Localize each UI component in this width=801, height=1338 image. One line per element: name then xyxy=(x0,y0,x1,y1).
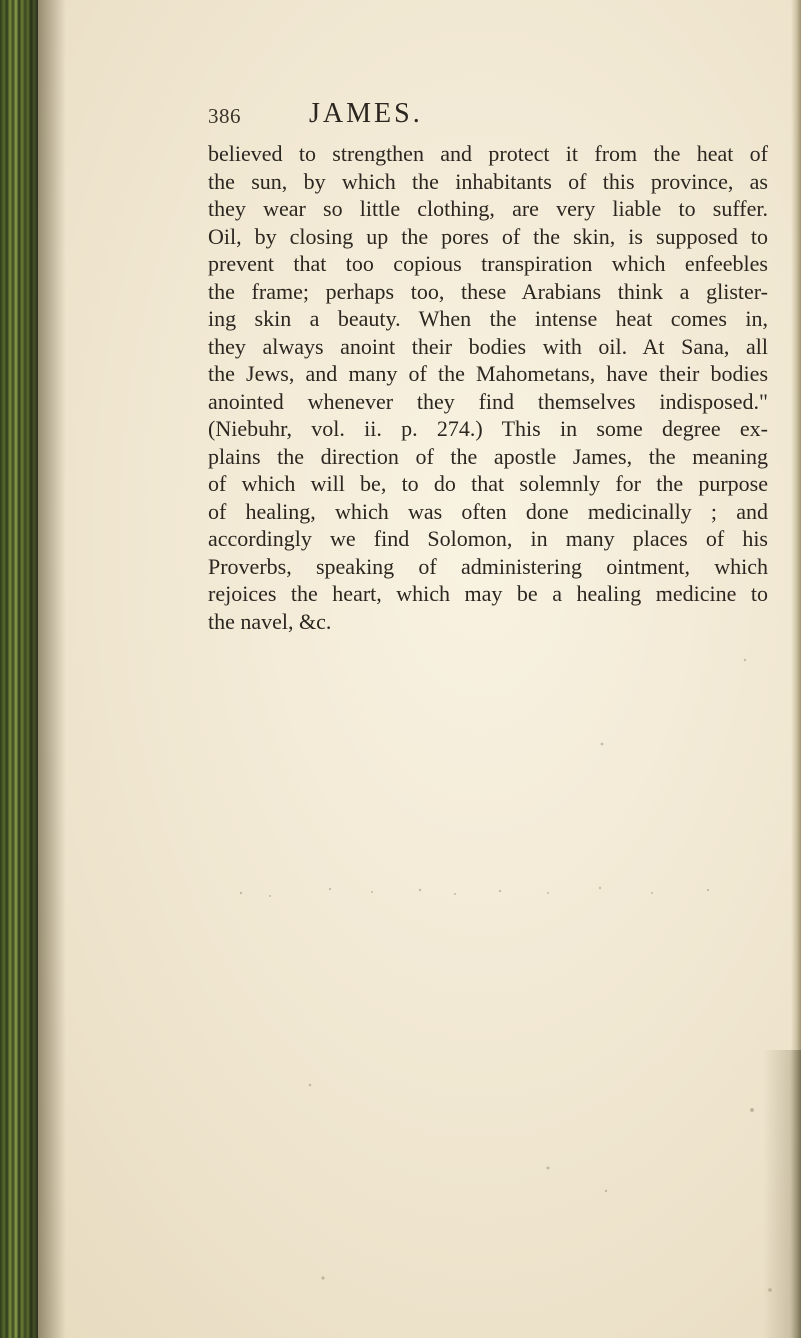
text-line: of healing, which was often done medicinally ; and xyxy=(208,498,768,524)
text-line: the sun, by which the inhabitants of this province, as xyxy=(208,168,768,194)
page-edge-shadow xyxy=(763,1050,801,1338)
text-line: prevent that too copious transpiration which enfeebles xyxy=(208,251,768,276)
text-line: ing skin a beauty. When the intense heat comes in, xyxy=(208,306,768,331)
text-line: they always anoint their bodies with oil. At Sana, all xyxy=(208,333,768,359)
gutter-shadow xyxy=(38,0,66,1338)
text-line: accordingly we find Solomon, in many places of his xyxy=(208,526,768,551)
body-text xyxy=(208,140,768,635)
running-head: JAMES. xyxy=(309,98,423,129)
text-line: the frame; perhaps too, these Arabians think a glister- xyxy=(208,278,768,304)
text-line: of which will be, to do that solemnly for the purpose xyxy=(208,471,768,496)
text-line: Oil, by closing up the pores of the skin, is supposed to xyxy=(208,223,768,249)
text-line: (Niebuhr, vol. ii. p. 274.) This in some degree ex- xyxy=(208,416,768,441)
text-line: anointed whenever they find themselves indisposed." xyxy=(208,388,768,414)
text-line: rejoices the heart, which may be a healing medicine to xyxy=(208,581,768,606)
text-line: Proverbs, speaking of administering ointment, which xyxy=(208,553,768,579)
text-line: they wear so little clothing, are very liable to suffer. xyxy=(208,196,768,221)
text-line: the Jews, and many of the Mahometans, have their bodies xyxy=(208,361,768,386)
page-header xyxy=(208,98,588,138)
text-line: the navel, &c. xyxy=(208,608,332,634)
text-line: plains the direction of the apostle James, the meaning xyxy=(208,443,768,469)
text-line: believed to strengthen and protect it from the heat of xyxy=(208,141,768,166)
book-binding xyxy=(0,0,38,1338)
page-number: 386 xyxy=(208,104,241,128)
